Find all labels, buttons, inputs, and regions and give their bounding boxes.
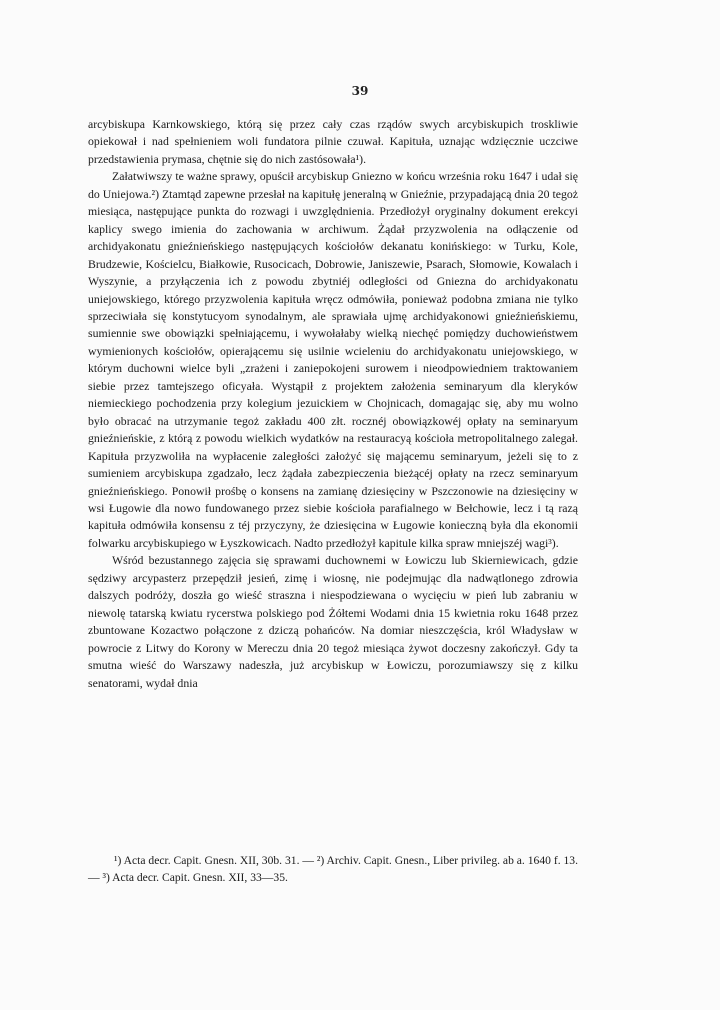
footnotes [88,852,578,886]
footnote-text: ¹) Acta decr. Capit. Gnesn. XII, 30b. 31. — ²) Archiv. Capit. Gnesn., Liber privileg. ab a. 1640 f. 13. — ³) Acta decr. Capit. Gnesn. XII, 33—35. [88,854,578,884]
paragraph: Wśród bezustannego zajęcia się sprawami duchownemi w Łowiczu lub Skierniewicach, gdzie sędziwy arcypasterz przepędził jesień, zimę i wiosnę, nie podejmując dla nadwątlonego zdrowia dalszych podróży, doszła go wieść straszna i niespodziewana o wycięciu w pień lub zabraniu w niewolę tatarską kwiatu rycerstwa polskiego pod Żółtemi Wodami dnia 15 kwietnia roku 1648 przez zbuntowane Kozactwo połączone z dziczą pohańców. Na domiar nieszczęścia, król Władysław w powrocie z Litwy do Korony w Mereczu dnia 20 tegoż miesiąca żywot doczesny zakończył. Gdy ta smutna wieść do Warszawy nadeszła, już arcybiskup w Łowiczu, porozumiawszy się z kilku senatorami, wydał dnia [88,553,578,690]
paragraph: Załatwiwszy te ważne sprawy, opuścił arcybiskup Gniezno w końcu września roku 1647 i udał się do Uniejowa.²) Ztamtąd zapewne przesłał na kapitułę jeneralną w Gnieźnie, przypadającą dnia 20 tegoż miesiąca, następujące punkta do rozwagi i uwzględnienia. Przedłożył oryginalny dokument erekcyi kaplicy swego imienia do zachowania w archiwum. Żądał przyzwolenia na odłączenie od archidyakonatu gnieźnieńskiego następujących kościołów dekanatu konińskiego: w Turku, Kole, Brudzewie, Kościelcu, Białkowie, Rusocicach, Dobrowie, Janiszewie, Psarach, Słomowie, Kowalach i Wyszynie, a przyłączenia ich z powodu zbytniéj odległości od Gniezna do archidyakonatu uniejowskiego, którego przyzwolenia kapituła wręcz odmówiła, ponieważ podobna zmiana nie tylko sprzeciwiała się konstytucyom synodalnym, ale sprawiała ujmę archidyakonowi gnieźnieńskiemu, sumiennie swe obowiązki spełniającemu, i wywołałaby wielką niechęć pomiędzy duchowieństwem wymienionych kościołów, opierającemu się usilnie wcieleniu do archidyakonatu uniejowskiego, w którym duchowni wielce byli „zrażeni i zaniepokojeni surowem i nieodpowiedniem traktowaniem siebie przez tamtejszego oficyała. Wystąpił z projektem założenia seminaryum dla kleryków niemieckiego pochodzenia przy kolegium jezuickiem w Chojnicach, domagając się, aby mu wolno było obracać na utrzymanie tegoż zakładu 400 złt. rocznéj obowiązkowéj opłaty na seminaryum gnieźnieńskie, z którą z powodu wielkich wydatków na restauracyą kościoła metropolitalnego zalegał. Kapituła przyzwoliła na wypłacenie zaległości założyć się mającemu seminaryum, jeżeli się to z sumieniem arcybiskupa zgadzało, lecz żądała zabezpieczenia bieżącéj opłaty na rzecz seminaryum gnieźnieńskiego. Ponowił prośbę o konsens na zamianę dziesięciny w Pszczonowie na dziesięciny w wsi Ługowie dla nowo fundowanego przez siebie kościoła parafialnego w Bełchowie, lecz i tą razą kapituła odmówiła konsensu z téj przyczyny, że dziesięcina w Ługowie konieczną była dla ekonomii folwarku arcybiskupiego w Łyszkowicach. Nadto przedłożył kapitule kilka spraw mniejszéj wagi³). [88,169,578,550]
paragraph: arcybiskupa Karnkowskiego, którą się przez cały czas rządów swych arcybiskupich troskliwie opiekował i nad spełnieniem woli fundatora pilnie czuwał. Kapituła, uznając wdzięcznie uczciwe przedstawienia prymasa, chętnie się do nich zastósowała¹). [88,117,578,166]
page-number: 39 [351,84,369,98]
body-text [88,116,578,692]
